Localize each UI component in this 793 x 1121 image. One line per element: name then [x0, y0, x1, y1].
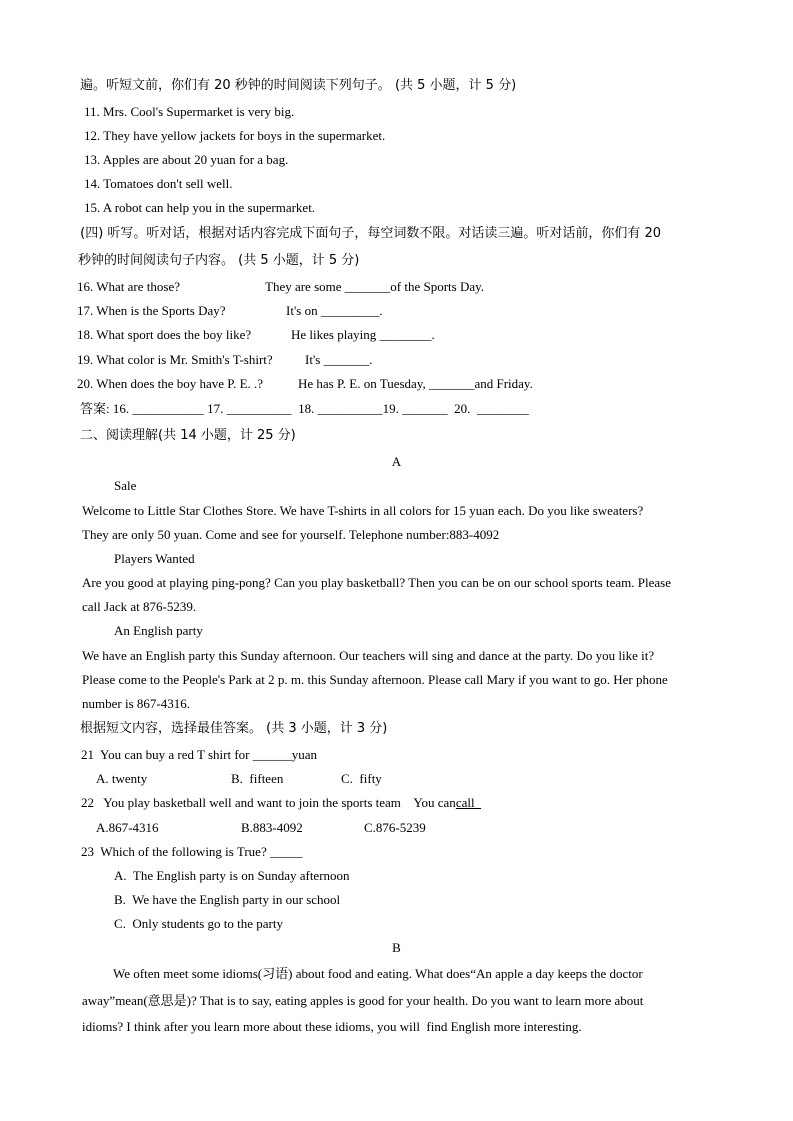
ad3-title: An English party	[114, 623, 203, 638]
dictation-16-question: 16. What are those?	[77, 279, 180, 294]
ad3-line2: Please come to the People's Park at 2 p. m. this Sunday afternoon. Please call Mary if you want to go. Her phone	[82, 672, 668, 687]
passage-b-line2: away”mean(意思是)? That is to say, eating apples is good for your health. Do you want to learn more about	[82, 993, 644, 1008]
dictation-19-question: 19. What color is Mr. Smith's T-shirt?	[77, 352, 273, 367]
ad3-line3: number is 867-4316.	[82, 696, 190, 711]
q23-option-b: B. We have the English party in our school	[114, 892, 341, 907]
dictation-19-answer: It's _______.	[305, 352, 373, 367]
dictation-18-question: 18. What sport does the boy like?	[77, 327, 252, 342]
dictation-18-answer: He likes playing ________.	[291, 327, 435, 342]
q23-option-c: C. Only students go to the party	[114, 916, 283, 931]
dictation-17-answer: It's on _________.	[286, 303, 383, 318]
listening-intro: 遍。听短文前，你们有 20 秒钟的时间阅读下列句子。 (共 5 小题，计 5 分)	[80, 78, 517, 93]
dictation-17-question: 17. When is the Sports Day?	[77, 303, 226, 318]
q22-stem	[81, 795, 481, 811]
ad2-title: Players Wanted	[114, 551, 195, 566]
statement-14: 14. Tomatoes don't sell well.	[84, 176, 233, 191]
ad1-line1: Welcome to Little Star Clothes Store. We have T-shirts in all colors for 15 yuan each. Do you like sweaters?	[82, 503, 644, 518]
section4-instruction-line2: 秒钟的时间阅读句子内容。 (共 5 小题，计 5 分)	[78, 253, 360, 268]
passage-b-line3: idioms? I think after you learn more about these idioms, you will find English more interesting.	[82, 1019, 582, 1034]
q22-option-a: A.867-4316	[96, 820, 159, 835]
passage-b-label: B	[392, 940, 401, 955]
statement-15: 15. A robot can help you in the supermarket.	[84, 200, 316, 215]
section4-instruction-line1: (四) 听写。听对话，根据对话内容完成下面句子，每空词数不限。对话读三遍。听对话前，你们有 20	[76, 226, 662, 241]
q21-stem: 21 You can buy a red T shirt for ______yuan	[81, 747, 318, 762]
choose-instruction: 根据短文内容，选择最佳答案。 (共 3 小题，计 3 分)	[80, 721, 388, 736]
dictation-16-answer: They are some _______of the Sports Day.	[265, 279, 485, 294]
statement-12: 12. They have yellow jackets for boys in the supermarket.	[84, 128, 386, 143]
dictation-20-question: 20. When does the boy have P. E. .?	[77, 376, 264, 391]
ad2-line1: Are you good at playing ping-pong? Can you play basketball? Then you can be on our school sports team. Please	[82, 575, 671, 590]
q21-option-a: A. twenty	[96, 771, 148, 786]
passage-a-label: A	[391, 454, 402, 469]
ad3-line1: We have an English party this Sunday afternoon. Our teachers will sing and dance at the party. Do you like it?	[82, 648, 655, 663]
q21-option-c: C. fifty	[341, 771, 382, 786]
q21-option-b: B. fifteen	[231, 771, 284, 786]
statement-11: 11. Mrs. Cool's Supermarket is very big.	[84, 104, 295, 119]
q23-option-a: A. The English party is on Sunday afternoon	[114, 868, 350, 883]
q22-option-c: C.876-5239	[364, 820, 426, 835]
ad1-title: Sale	[114, 478, 137, 493]
statement-13: 13. Apples are about 20 yuan for a bag.	[84, 152, 289, 167]
answer-line: 答案: 16. ___________ 17. __________ 18. __________19. _______ 20. ________	[80, 401, 529, 416]
reading-heading: 二、阅读理解(共 14 小题，计 25 分)	[80, 428, 296, 443]
q22-stem-underlined: call	[455, 795, 482, 810]
q23-stem: 23 Which of the following is True? _____	[81, 844, 303, 859]
q22-option-b: B.883-4092	[241, 820, 303, 835]
q22-stem-text: 22 You play basketball well and want to join the sports team You can	[81, 795, 456, 810]
dictation-20-answer: He has P. E. on Tuesday, _______and Friday.	[298, 376, 533, 391]
ad2-line2: call Jack at 876-5239.	[82, 599, 197, 614]
ad1-line2: They are only 50 yuan. Come and see for yourself. Telephone number:883-4092	[82, 527, 500, 542]
passage-b-line1: We often meet some idioms(习语) about food and eating. What does“An apple a day keeps the doctor	[113, 966, 643, 981]
